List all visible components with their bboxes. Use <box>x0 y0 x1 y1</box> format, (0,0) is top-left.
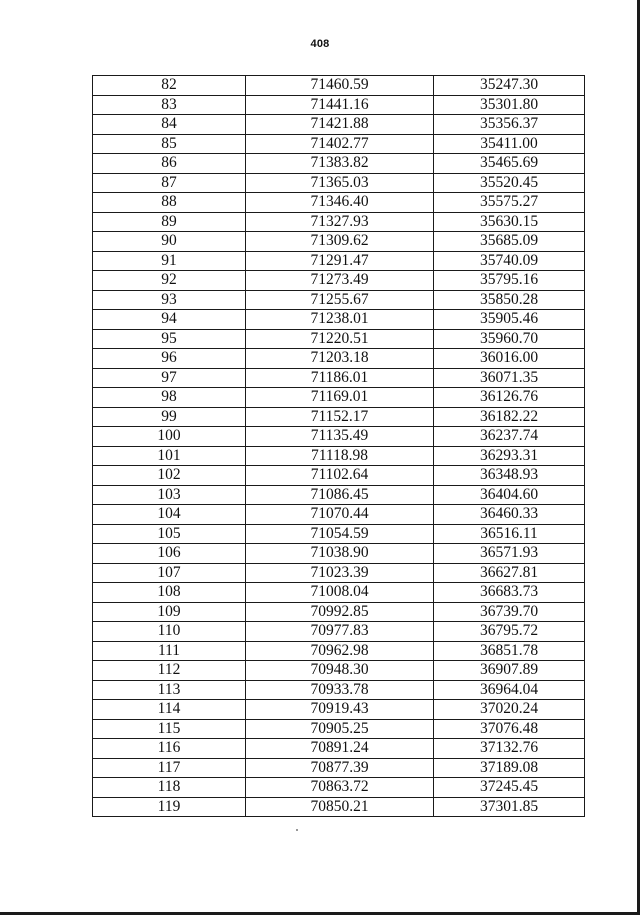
point-number-cell: 91 <box>93 251 246 271</box>
y-coordinate-cell: 35411.00 <box>434 134 585 154</box>
x-coordinate-cell: 70962.98 <box>246 641 434 661</box>
point-number-cell: 99 <box>93 407 246 427</box>
x-coordinate-cell: 71086.45 <box>246 485 434 505</box>
point-number-cell: 89 <box>93 212 246 232</box>
y-coordinate-cell: 35685.09 <box>434 232 585 252</box>
x-coordinate-cell: 71255.67 <box>246 290 434 310</box>
x-coordinate-cell: 71273.49 <box>246 271 434 291</box>
y-coordinate-cell: 36460.33 <box>434 505 585 525</box>
table-row <box>93 407 585 427</box>
point-number-cell: 114 <box>93 700 246 720</box>
x-coordinate-cell: 70891.24 <box>246 739 434 759</box>
y-coordinate-cell: 37245.45 <box>434 778 585 798</box>
y-coordinate-cell: 37076.48 <box>434 719 585 739</box>
table-row <box>93 95 585 115</box>
table-row <box>93 76 585 96</box>
x-coordinate-cell: 71008.04 <box>246 583 434 603</box>
table-row <box>93 368 585 388</box>
point-number-cell: 98 <box>93 388 246 408</box>
point-number-cell: 119 <box>93 797 246 817</box>
table-row <box>93 290 585 310</box>
table-row <box>93 310 585 330</box>
x-coordinate-cell: 70877.39 <box>246 758 434 778</box>
y-coordinate-cell: 35575.27 <box>434 193 585 213</box>
table-row <box>93 134 585 154</box>
point-number-cell: 113 <box>93 680 246 700</box>
point-number-cell: 107 <box>93 563 246 583</box>
point-number-cell: 112 <box>93 661 246 681</box>
table-row <box>93 622 585 642</box>
table-row <box>93 154 585 174</box>
y-coordinate-cell: 36293.31 <box>434 446 585 466</box>
y-coordinate-cell: 35905.46 <box>434 310 585 330</box>
x-coordinate-cell: 70977.83 <box>246 622 434 642</box>
table-row <box>93 739 585 759</box>
y-coordinate-cell: 35960.70 <box>434 329 585 349</box>
y-coordinate-cell: 35520.45 <box>434 173 585 193</box>
x-coordinate-cell: 71460.59 <box>246 76 434 96</box>
table-row <box>93 212 585 232</box>
point-number-cell: 84 <box>93 115 246 135</box>
x-coordinate-cell: 70919.43 <box>246 700 434 720</box>
table-row <box>93 349 585 369</box>
point-number-cell: 118 <box>93 778 246 798</box>
x-coordinate-cell: 71038.90 <box>246 544 434 564</box>
y-coordinate-cell: 36627.81 <box>434 563 585 583</box>
y-coordinate-cell: 36516.11 <box>434 524 585 544</box>
y-coordinate-cell: 36907.89 <box>434 661 585 681</box>
x-coordinate-cell: 71169.01 <box>246 388 434 408</box>
point-number-cell: 117 <box>93 758 246 778</box>
table-row <box>93 485 585 505</box>
x-coordinate-cell: 70948.30 <box>246 661 434 681</box>
table-row <box>93 115 585 135</box>
table-row <box>93 505 585 525</box>
x-coordinate-cell: 71135.49 <box>246 427 434 447</box>
table-row <box>93 797 585 817</box>
x-coordinate-cell: 71441.16 <box>246 95 434 115</box>
point-number-cell: 111 <box>93 641 246 661</box>
x-coordinate-cell: 71102.64 <box>246 466 434 486</box>
x-coordinate-cell: 71023.39 <box>246 563 434 583</box>
y-coordinate-cell: 36404.60 <box>434 485 585 505</box>
table-row <box>93 563 585 583</box>
x-coordinate-cell: 71054.59 <box>246 524 434 544</box>
table-row <box>93 778 585 798</box>
point-number-cell: 85 <box>93 134 246 154</box>
scan-speck <box>296 829 298 831</box>
table-row <box>93 388 585 408</box>
table-row <box>93 193 585 213</box>
table-row <box>93 719 585 739</box>
table-row <box>93 583 585 603</box>
y-coordinate-cell: 36964.04 <box>434 680 585 700</box>
y-coordinate-cell: 36739.70 <box>434 602 585 622</box>
y-coordinate-cell: 37020.24 <box>434 700 585 720</box>
x-coordinate-cell: 70850.21 <box>246 797 434 817</box>
point-number-cell: 100 <box>93 427 246 447</box>
y-coordinate-cell: 36071.35 <box>434 368 585 388</box>
point-number-cell: 105 <box>93 524 246 544</box>
table-row <box>93 427 585 447</box>
page-number: 408 <box>310 38 330 50</box>
point-number-cell: 104 <box>93 505 246 525</box>
point-number-cell: 95 <box>93 329 246 349</box>
x-coordinate-cell: 71203.18 <box>246 349 434 369</box>
table-row <box>93 661 585 681</box>
x-coordinate-cell: 71291.47 <box>246 251 434 271</box>
y-coordinate-cell: 37301.85 <box>434 797 585 817</box>
y-coordinate-cell: 36683.73 <box>434 583 585 603</box>
table-row <box>93 680 585 700</box>
table-row <box>93 251 585 271</box>
x-coordinate-cell: 70933.78 <box>246 680 434 700</box>
point-number-cell: 109 <box>93 602 246 622</box>
table-row <box>93 758 585 778</box>
table-row <box>93 173 585 193</box>
y-coordinate-cell: 36182.22 <box>434 407 585 427</box>
table-row <box>93 641 585 661</box>
x-coordinate-cell: 71238.01 <box>246 310 434 330</box>
point-number-cell: 103 <box>93 485 246 505</box>
table-row <box>93 466 585 486</box>
table-row <box>93 271 585 291</box>
x-coordinate-cell: 71421.88 <box>246 115 434 135</box>
table-row <box>93 446 585 466</box>
x-coordinate-cell: 71346.40 <box>246 193 434 213</box>
y-coordinate-cell: 35465.69 <box>434 154 585 174</box>
point-number-cell: 108 <box>93 583 246 603</box>
x-coordinate-cell: 71118.98 <box>246 446 434 466</box>
point-number-cell: 97 <box>93 368 246 388</box>
y-coordinate-cell: 36571.93 <box>434 544 585 564</box>
y-coordinate-cell: 35356.37 <box>434 115 585 135</box>
y-coordinate-cell: 35850.28 <box>434 290 585 310</box>
y-coordinate-cell: 35301.80 <box>434 95 585 115</box>
x-coordinate-cell: 71402.77 <box>246 134 434 154</box>
y-coordinate-cell: 37132.76 <box>434 739 585 759</box>
coordinate-table-body <box>93 76 585 817</box>
point-number-cell: 102 <box>93 466 246 486</box>
point-number-cell: 83 <box>93 95 246 115</box>
y-coordinate-cell: 35247.30 <box>434 76 585 96</box>
y-coordinate-cell: 35630.15 <box>434 212 585 232</box>
point-number-cell: 96 <box>93 349 246 369</box>
x-coordinate-cell: 71383.82 <box>246 154 434 174</box>
table-row <box>93 524 585 544</box>
x-coordinate-cell: 71365.03 <box>246 173 434 193</box>
y-coordinate-cell: 36348.93 <box>434 466 585 486</box>
point-number-cell: 92 <box>93 271 246 291</box>
coordinate-table <box>92 75 585 817</box>
x-coordinate-cell: 71327.93 <box>246 212 434 232</box>
point-number-cell: 88 <box>93 193 246 213</box>
y-coordinate-cell: 36795.72 <box>434 622 585 642</box>
point-number-cell: 101 <box>93 446 246 466</box>
x-coordinate-cell: 70992.85 <box>246 602 434 622</box>
x-coordinate-cell: 71220.51 <box>246 329 434 349</box>
point-number-cell: 93 <box>93 290 246 310</box>
point-number-cell: 116 <box>93 739 246 759</box>
x-coordinate-cell: 71309.62 <box>246 232 434 252</box>
y-coordinate-cell: 35795.16 <box>434 271 585 291</box>
point-number-cell: 86 <box>93 154 246 174</box>
y-coordinate-cell: 35740.09 <box>434 251 585 271</box>
x-coordinate-cell: 71070.44 <box>246 505 434 525</box>
x-coordinate-cell: 70905.25 <box>246 719 434 739</box>
x-coordinate-cell: 71186.01 <box>246 368 434 388</box>
point-number-cell: 82 <box>93 76 246 96</box>
point-number-cell: 115 <box>93 719 246 739</box>
table-row <box>93 602 585 622</box>
point-number-cell: 110 <box>93 622 246 642</box>
x-coordinate-cell: 71152.17 <box>246 407 434 427</box>
point-number-cell: 94 <box>93 310 246 330</box>
point-number-cell: 90 <box>93 232 246 252</box>
y-coordinate-cell: 36851.78 <box>434 641 585 661</box>
y-coordinate-cell: 36237.74 <box>434 427 585 447</box>
y-coordinate-cell: 36016.00 <box>434 349 585 369</box>
point-number-cell: 87 <box>93 173 246 193</box>
y-coordinate-cell: 37189.08 <box>434 758 585 778</box>
y-coordinate-cell: 36126.76 <box>434 388 585 408</box>
point-number-cell: 106 <box>93 544 246 564</box>
table-row <box>93 544 585 564</box>
x-coordinate-cell: 70863.72 <box>246 778 434 798</box>
table-row <box>93 700 585 720</box>
table-row <box>93 232 585 252</box>
table-row <box>93 329 585 349</box>
